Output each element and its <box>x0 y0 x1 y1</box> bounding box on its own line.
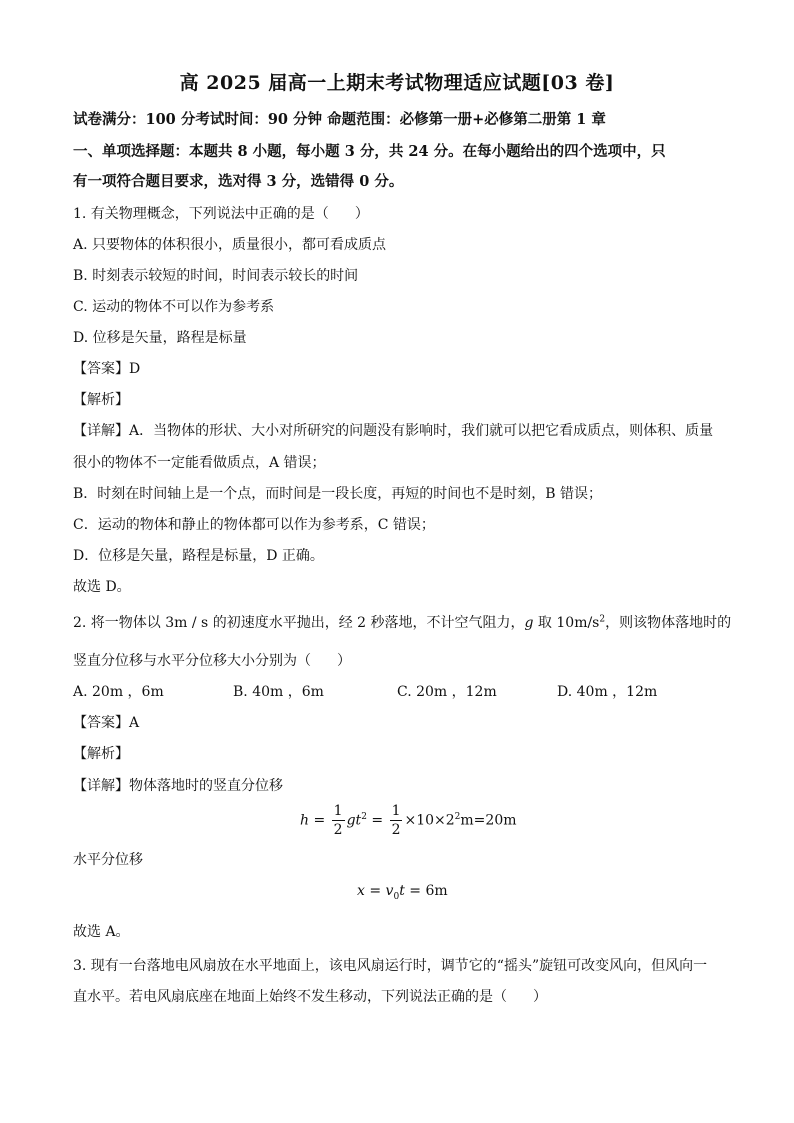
q2-stem-tail: ，则该物体落地时的 <box>605 615 732 631</box>
q2-conclusion: 故选 A。 <box>73 924 130 940</box>
eq-result: m=20m <box>460 812 517 829</box>
page-title: 高 2025 届高一上期末考试物理适应试题[03 卷] <box>179 72 615 94</box>
eq-gt: gt <box>346 812 362 829</box>
q2-option-d: D. 40m ，12m <box>557 684 658 700</box>
q2-detail-line1: 【详解】物体落地时的竖直分位移 <box>73 778 283 794</box>
q1-answer: 【答案】D <box>73 361 141 377</box>
q1-option-c: C. 运动的物体不可以作为参考系 <box>73 299 275 315</box>
q1-option-a: A. 只要物体的体积很小，质量很小，都可看成质点 <box>73 237 387 253</box>
q2-stem-line2 <box>73 650 351 670</box>
q2-detail-line2: 水平分位移 <box>73 852 143 868</box>
q1-stem <box>73 203 369 223</box>
q2-gravity-exponent: 2 <box>599 614 606 625</box>
section-heading-line1: 一、单项选择题：本题共 8 小题，每小题 3 分，共 24 分。在每小题给出的四个选项中，只 <box>73 143 666 160</box>
eq-equals-2: = <box>366 812 388 829</box>
eq-fraction-half-2: $\frac{1}{2}$ <box>391 803 401 838</box>
exam-meta: 试卷满分：100 分考试时间：90 分钟 命题范围：必修第一册+必修第二册第 1 章 <box>73 111 606 128</box>
q1-stem-text: 1. 有关物理概念，下列说法中正确的是（ <box>73 206 329 222</box>
q2-option-a: A. 20m ，6m <box>73 684 164 700</box>
eq-equals: = <box>309 812 330 829</box>
q1-conclusion: 故选 D。 <box>73 579 131 595</box>
q2-stem-line2-text: 竖直分位移与水平分位移大小分别为（ <box>73 653 311 669</box>
q2-analysis-label: 【解析】 <box>73 746 129 762</box>
q2-stem-close: ） <box>337 653 351 669</box>
q3-stem-line1: 3. 现有一台落地电风扇放在水平地面上，该电风扇运行时，调节它的“摇头”旋钮可改变风向，但风向一 <box>73 958 708 974</box>
q2-answer: 【答案】A <box>73 715 140 731</box>
q1-option-d: D. 位移是矢量，路程是标量 <box>73 330 247 346</box>
eq-fraction-half: $\frac{1}{2}$ <box>333 803 343 838</box>
eq-numbers: ×10×2 <box>404 812 455 829</box>
q2-stem-line1 <box>73 612 731 632</box>
q1-detail-line3: B．时刻在时间轴上是一个点，而时间是一段长度，再短的时间也不是时刻，B 错误； <box>73 486 603 502</box>
q2-option-b: B. 40m ，6m <box>233 684 324 700</box>
q3-stem-line2: 直水平。若电风扇底座在地面上始终不发生移动，下列说法正确的是（ ） <box>73 989 547 1005</box>
q1-detail-line2: 很小的物体不一定能看做质点，A 错误； <box>73 455 326 471</box>
q2-equation-vertical: h = $\frac{1}{2}$ $gt^2$ = $\frac{1}{2}$ $\times 10\times 2^2m=20m$ <box>300 803 517 838</box>
q1-stem-close: ） <box>354 206 369 222</box>
q1-analysis-label: 【解析】 <box>73 392 129 408</box>
q2-stem-text: 2. 将一物体以 3m / s 的初速度水平抛出，经 2 秒落地，不计空气阻力， <box>73 615 525 631</box>
q1-detail-line5: D．位移是矢量，路程是标量，D 正确。 <box>73 548 324 564</box>
q1-detail-line1: 【详解】A．当物体的形状、大小对所研究的问题没有影响时，我们就可以把它看成质点，则体积、质量 <box>73 423 714 439</box>
eq-h: h <box>300 812 310 829</box>
q1-option-b: B. 时刻表示较短的时间，时间表示较长的时间 <box>73 268 359 284</box>
q2-option-c: C. 20m ，12m <box>397 684 497 700</box>
q2-take: 取 <box>533 615 557 631</box>
q2-gravity-symbol: g <box>524 615 534 631</box>
q2-equation-horizontal: $x = v_0t = 6m$ <box>357 883 448 902</box>
q2-gravity-value: 10m/s <box>556 615 600 631</box>
section-heading-line2: 有一项符合题目要求，选对得 3 分，选错得 0 分。 <box>73 173 404 190</box>
q1-detail-line4: C．运动的物体和静止的物体都可以作为参考系，C 错误； <box>73 517 435 533</box>
